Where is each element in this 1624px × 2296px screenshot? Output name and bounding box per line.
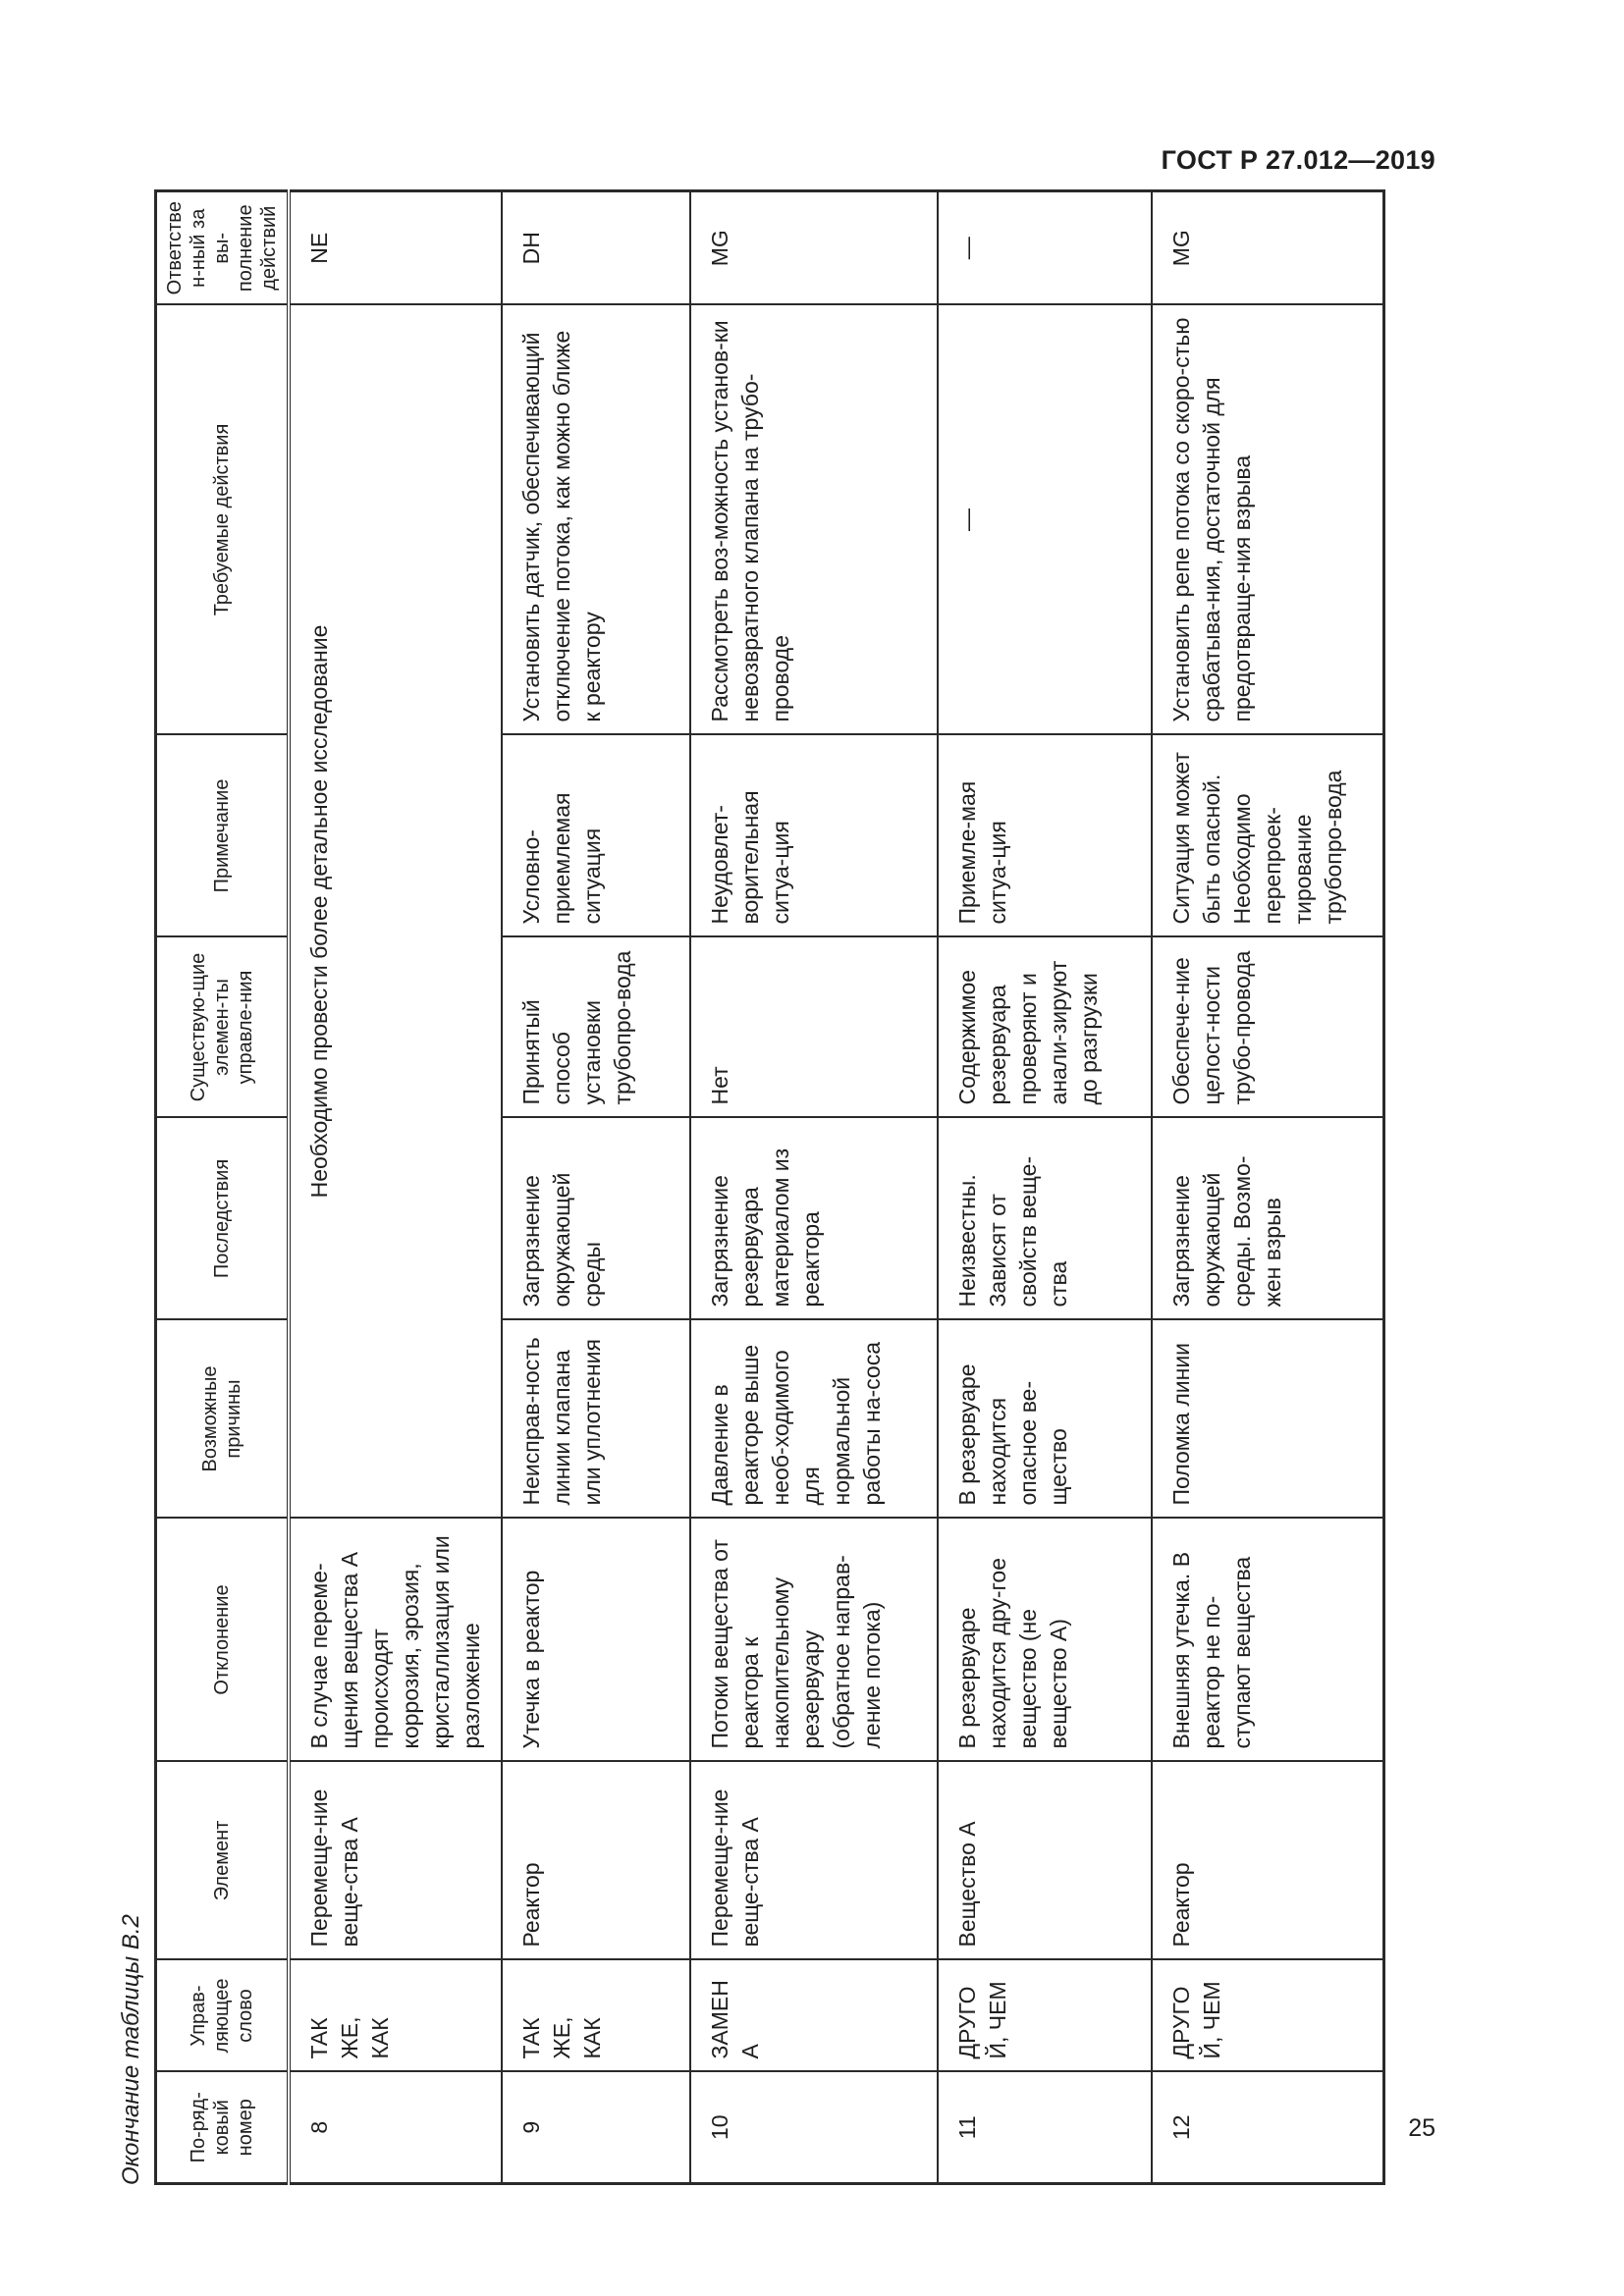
cell-deviation: В случае переме-щения вещества А происходят коррозия, эрозия, кристаллизация или разложение [289, 1519, 502, 1762]
cell-causes: В резервуаре находится опасное ве-щество [938, 1320, 1152, 1519]
cell-deviation: Утечка в реактор [502, 1519, 690, 1762]
cell-consequences: Неизвестны. Зависят от свойств веще-ства [938, 1118, 1152, 1320]
header-consequences: Последствия [156, 1118, 290, 1320]
header-causes: Возможные причины [156, 1320, 290, 1519]
cell-controls: Обеспече-ние целост-ности трубо-провода [1152, 937, 1384, 1118]
header-controls: Существую-щие элемен-ты управле-ния [156, 937, 290, 1118]
cell-actions: Установить репе потока со скоро-стью срабатыва-ния, достаточной для предотвраще-ния взрыва [1152, 305, 1384, 735]
cell-actions: — [938, 305, 1152, 735]
cell-consequences: Загрязнение резервуара материалом из реактора [690, 1118, 938, 1320]
cell-num: 9 [502, 2072, 690, 2184]
cell-element: Перемеще-ние веще-ства А [690, 1762, 938, 1960]
cell-actions: Установить датчик, обеспечивающий отключение потока, как можно ближе к реактору [502, 305, 690, 735]
cell-note: Условно-приемлемая ситуация [502, 735, 690, 937]
standard-designation: ГОСТ Р 27.012—2019 [1161, 145, 1435, 175]
page-number: 25 [1408, 2114, 1435, 2142]
cell-note: Неудовлет-ворительная ситуа-ция [690, 735, 938, 937]
cell-responsible: DH [502, 191, 690, 305]
cell-guide-word: ДРУГОЙ, ЧЕМ [938, 1960, 1152, 2072]
table-header-row [156, 191, 290, 2184]
cell-merged-note: Необходимо провести более детальное исследование [289, 305, 502, 1519]
cell-num: 11 [938, 2072, 1152, 2184]
cell-element: Перемеще-ние веще-ства А [289, 1762, 502, 1960]
hazop-table [154, 189, 1385, 2185]
table-row [289, 191, 502, 2184]
cell-guide-word: ДРУГОЙ, ЧЕМ [1152, 1960, 1384, 2072]
cell-controls: Принятый способ установки трубопро-вода [502, 937, 690, 1118]
cell-num: 10 [690, 2072, 938, 2184]
cell-consequences: Загрязнение окружающей среды. Возмо-жен взрыв [1152, 1118, 1384, 1320]
cell-element: Вещество А [938, 1762, 1152, 1960]
cell-element: Реактор [1152, 1762, 1384, 1960]
cell-note: Приемле-мая ситуа-ция [938, 735, 1152, 937]
cell-note: Ситуация может быть опасной. Необходимо перепроек-тирование трубопро-вода [1152, 735, 1384, 937]
table-row [502, 191, 690, 2184]
cell-deviation: В резервуаре находится дру-гое вещество (не вещество А) [938, 1519, 1152, 1762]
cell-num: 8 [289, 2072, 502, 2184]
header-deviation: Отклонение [156, 1519, 290, 1762]
cell-controls: Содержимое резервуара проверяют и анали-зируют до разгрузки [938, 937, 1152, 1118]
header-element: Элемент [156, 1762, 290, 1960]
cell-responsible: — [938, 191, 1152, 305]
header-guide-word: Управ-ляющее слово [156, 1960, 290, 2072]
table-row [938, 191, 1152, 2184]
cell-consequences: Загрязнение окружающей среды [502, 1118, 690, 1320]
table-row [690, 191, 938, 2184]
cell-causes: Неисправ-ность линии клапана или уплотнения [502, 1320, 690, 1519]
header-responsible: Ответствен-ный за вы-полнение действий [156, 191, 290, 305]
cell-controls: Нет [690, 937, 938, 1118]
cell-responsible: MG [690, 191, 938, 305]
header-actions: Требуемые действия [156, 305, 290, 735]
table-row [1152, 191, 1384, 2184]
cell-actions: Рассмотреть воз-можность установ-ки невозвратного клапана на трубо-проводе [690, 305, 938, 735]
header-num: По-ряд-ковый номер [156, 2072, 290, 2184]
cell-guide-word: ЗАМЕНА [690, 1960, 938, 2072]
cell-guide-word: ТАК ЖЕ, КАК [289, 1960, 502, 2072]
cell-responsible: MG [1152, 191, 1384, 305]
cell-deviation: Внешняя утечка. В реактор не по-ступают вещества [1152, 1519, 1384, 1762]
cell-causes: Поломка линии [1152, 1320, 1384, 1519]
cell-num: 12 [1152, 2072, 1384, 2184]
header-note: Примечание [156, 735, 290, 937]
cell-deviation: Потоки вещества от реактора к накопительному резервуару (обратное направ-ление потока) [690, 1519, 938, 1762]
cell-guide-word: ТАК ЖЕ, КАК [502, 1960, 690, 2072]
cell-responsible: NE [289, 191, 502, 305]
rotated-table-block [113, 192, 1346, 2185]
cell-causes: Давление в реакторе выше необ-ходимого для нормальной работы на-соса [690, 1320, 938, 1519]
cell-element: Реактор [502, 1762, 690, 1960]
table-caption: Окончание таблицы В.2 [118, 1914, 144, 2185]
